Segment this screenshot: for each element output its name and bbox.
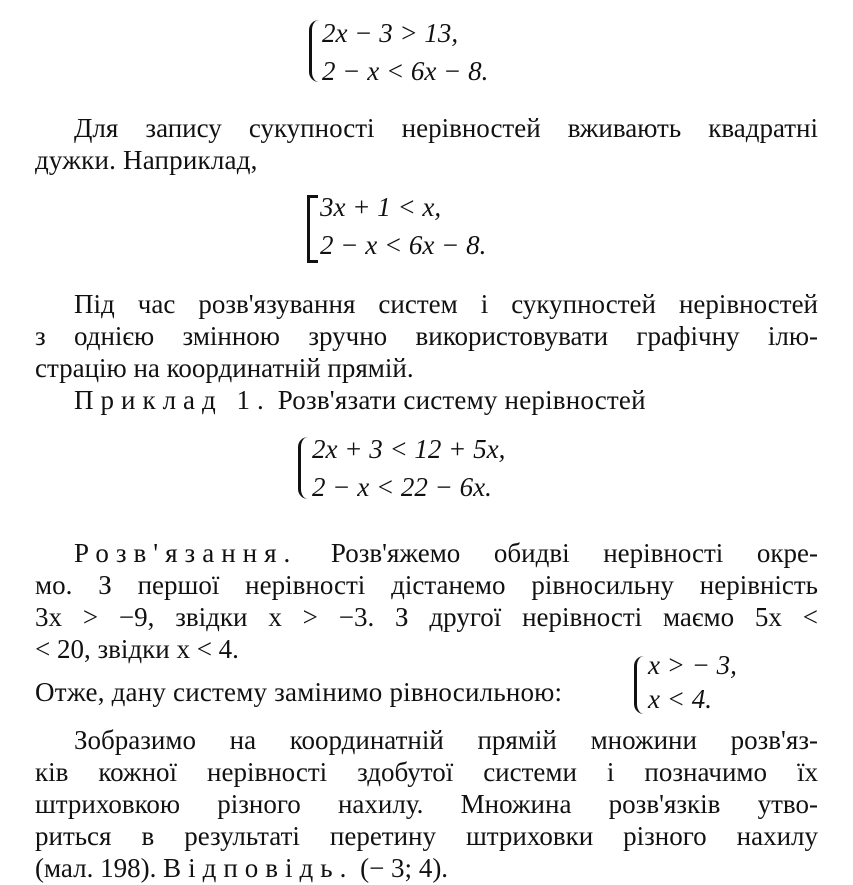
paragraph-line: штриховкою різного нахилу. Множина розв'язків утво- <box>35 789 818 819</box>
answer-value: (− 3; 4). <box>360 853 449 883</box>
system-2-equations <box>312 430 505 506</box>
paragraph-line: Під час розв'язування систем і сукупностей нерівностей <box>74 289 818 319</box>
answer-label: Відповідь. <box>163 853 354 883</box>
paragraph-line: мо. З першої нерівності дістанемо рівносильну нерівність <box>35 570 818 600</box>
equivalent-system-text: Отже, дану систему замінимо рівносильною: <box>35 677 563 707</box>
example-heading <box>74 384 646 416</box>
set-line-1: 3x + 1 < x, <box>320 192 442 222</box>
solution-line-1: Розв'яжемо обидві нерівності окре- <box>330 538 818 568</box>
paragraph-solution <box>35 537 818 665</box>
system-1-equations <box>322 14 488 90</box>
paragraph-line: страцію на координатній прямій. <box>35 353 414 383</box>
equivalent-line-2: x < 4. <box>648 684 712 714</box>
paragraph-line: з однією змінною зручно використовувати графічну ілю- <box>35 321 818 351</box>
paragraph-line: Для запису сукупності нерівностей вживають квадратні <box>74 113 818 143</box>
paragraph-line <box>35 537 818 569</box>
system-2-line-1: 2x + 3 < 12 + 5x, <box>312 434 506 464</box>
curly-brace <box>309 20 322 82</box>
system-1-line-2: 2 − x < 6x − 8. <box>322 56 489 86</box>
paragraph-line: Зобразимо на координатній прямій множини розв'яз- <box>74 725 818 755</box>
solution-label: Розв'язання. <box>74 538 298 568</box>
figure-reference: (мал. 198). <box>35 853 157 883</box>
equivalent-system-equations <box>648 648 737 716</box>
paragraph-line: < 20, звідки x < 4. <box>35 634 239 664</box>
set-line-2: 2 − x < 6x − 8. <box>320 230 487 260</box>
example-label: Приклад 1. <box>74 385 271 415</box>
example-text: Розв'язати систему нерівностей <box>277 385 646 415</box>
paragraph-line: дужки. Наприклад, <box>35 145 258 175</box>
paragraph-graphic-illustration <box>35 288 818 384</box>
paragraph-final <box>35 724 818 884</box>
set-equations <box>320 188 486 264</box>
curly-brace <box>634 656 647 714</box>
equivalent-line-1: x > − 3, <box>648 650 737 680</box>
paragraph-square-brackets <box>74 112 818 144</box>
paragraph-line: риться в результаті перетину штриховки різного нахилу <box>35 821 818 851</box>
paragraph-line <box>35 852 818 884</box>
system-2-line-2: 2 − x < 22 − 6x. <box>312 472 492 502</box>
system-1-line-1: 2x − 3 > 13, <box>322 18 459 48</box>
square-bracket <box>307 195 318 263</box>
paragraph-line: ків кожної нерівності здобутої системи і позначимо їх <box>35 757 818 787</box>
paragraph-line: 3x > −9, звідки x > −3. З другої нерівності маємо 5x < <box>35 602 818 632</box>
curly-brace <box>298 437 311 499</box>
